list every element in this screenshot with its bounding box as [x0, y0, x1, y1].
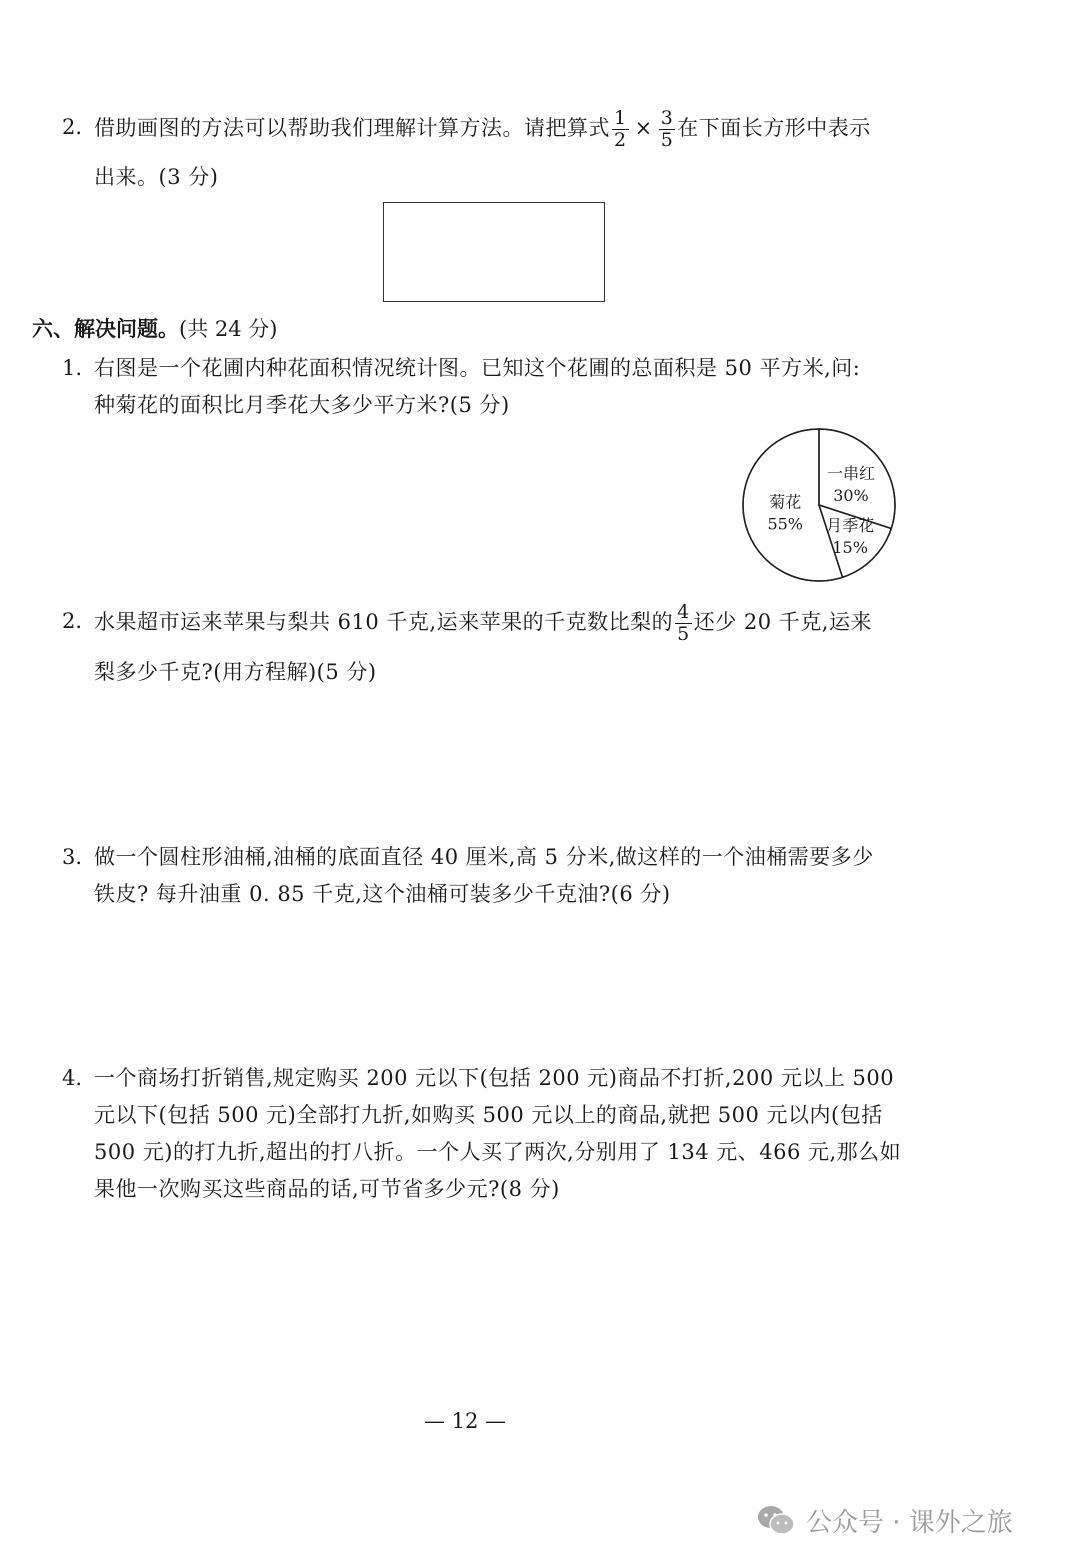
question-text-line2: 出来。(3 分) — [94, 165, 219, 189]
times-sign: × — [634, 116, 653, 140]
question-number: 3. — [62, 845, 83, 869]
pie-chart — [738, 426, 900, 584]
page-number: — 12 — — [423, 1409, 507, 1433]
question-text-line1: 一个商场打折销售,规定购买 200 元以下(包括 200 元)商品不打折,200 元以上 500 — [94, 1066, 895, 1090]
fraction-one-half — [612, 108, 629, 151]
watermark-text: 公众号 · 课外之旅 — [806, 1507, 1013, 1538]
question-text-line2: 种菊花的面积比月季花大多少平方米?(5 分) — [94, 393, 510, 417]
question-text-line2: 元以下(包括 500 元)全部打九折,如购买 500 元以上的商品,就把 500 元以内(包括 — [94, 1103, 883, 1127]
pie-slice-label: 一串红 — [826, 463, 875, 483]
numerator: 4 — [677, 601, 690, 623]
question-text-line4: 果他一次购买这些商品的话,可节省多少元?(8 分) — [94, 1177, 560, 1201]
pie-slice-label: 菊花 — [769, 492, 802, 512]
denominator: 5 — [677, 623, 690, 645]
question-text-line1: 做一个圆柱形油桶,油桶的底面直径 40 厘米,高 5 分米,做这样的一个油桶需要多少 — [94, 845, 874, 869]
question-text-line2: 铁皮? 每升油重 0. 85 千克,这个油桶可装多少千克油?(6 分) — [94, 882, 671, 906]
question-text: 还少 20 千克,运来 — [693, 610, 872, 634]
numerator: 1 — [614, 107, 627, 129]
wechat-icon — [756, 1503, 796, 1537]
fraction-three-fifths — [659, 108, 676, 151]
question-text-line1 — [94, 106, 871, 151]
watermark — [756, 1500, 1013, 1540]
question-number: 2. — [62, 115, 83, 139]
question-text-line3: 500 元)的打九折,超出的打八折。一个人买了两次,分别用了 134 元、466 元,那么如 — [94, 1140, 902, 1164]
pie-slice-value: 15% — [832, 538, 868, 558]
question-text-line1 — [94, 600, 872, 645]
question-text-line1: 右图是一个花圃内种花面积情况统计图。已知这个花圃的总面积是 50 平方米,问: — [94, 356, 861, 380]
section-title: 六、解决问题。 — [32, 316, 179, 341]
denominator: 5 — [660, 129, 674, 151]
denominator: 2 — [614, 129, 627, 151]
pie-slice-label: 月季花 — [826, 516, 875, 536]
drawing-rectangle[interactable] — [383, 202, 605, 302]
question-number: 2. — [62, 609, 83, 633]
pie-chart-svg — [738, 426, 900, 584]
pie-slice-value: 30% — [833, 485, 869, 505]
question-text: 借助画图的方法可以帮助我们理解计算方法。请把算式 — [94, 116, 610, 140]
section-points: (共 24 分) — [179, 317, 278, 341]
question-text: 在下面长方形中表示 — [677, 116, 871, 140]
fraction-four-fifths — [675, 602, 692, 645]
pie-slice-value: 55% — [767, 514, 804, 534]
question-text-line2: 梨多少千克?(用方程解)(5 分) — [94, 660, 377, 684]
question-text: 水果超市运来苹果与梨共 610 千克,运来苹果的千克数比梨的 — [94, 610, 674, 634]
question-number: 1. — [62, 356, 83, 380]
section-heading — [32, 314, 277, 344]
numerator: 3 — [660, 107, 674, 129]
question-number: 4. — [62, 1066, 83, 1090]
